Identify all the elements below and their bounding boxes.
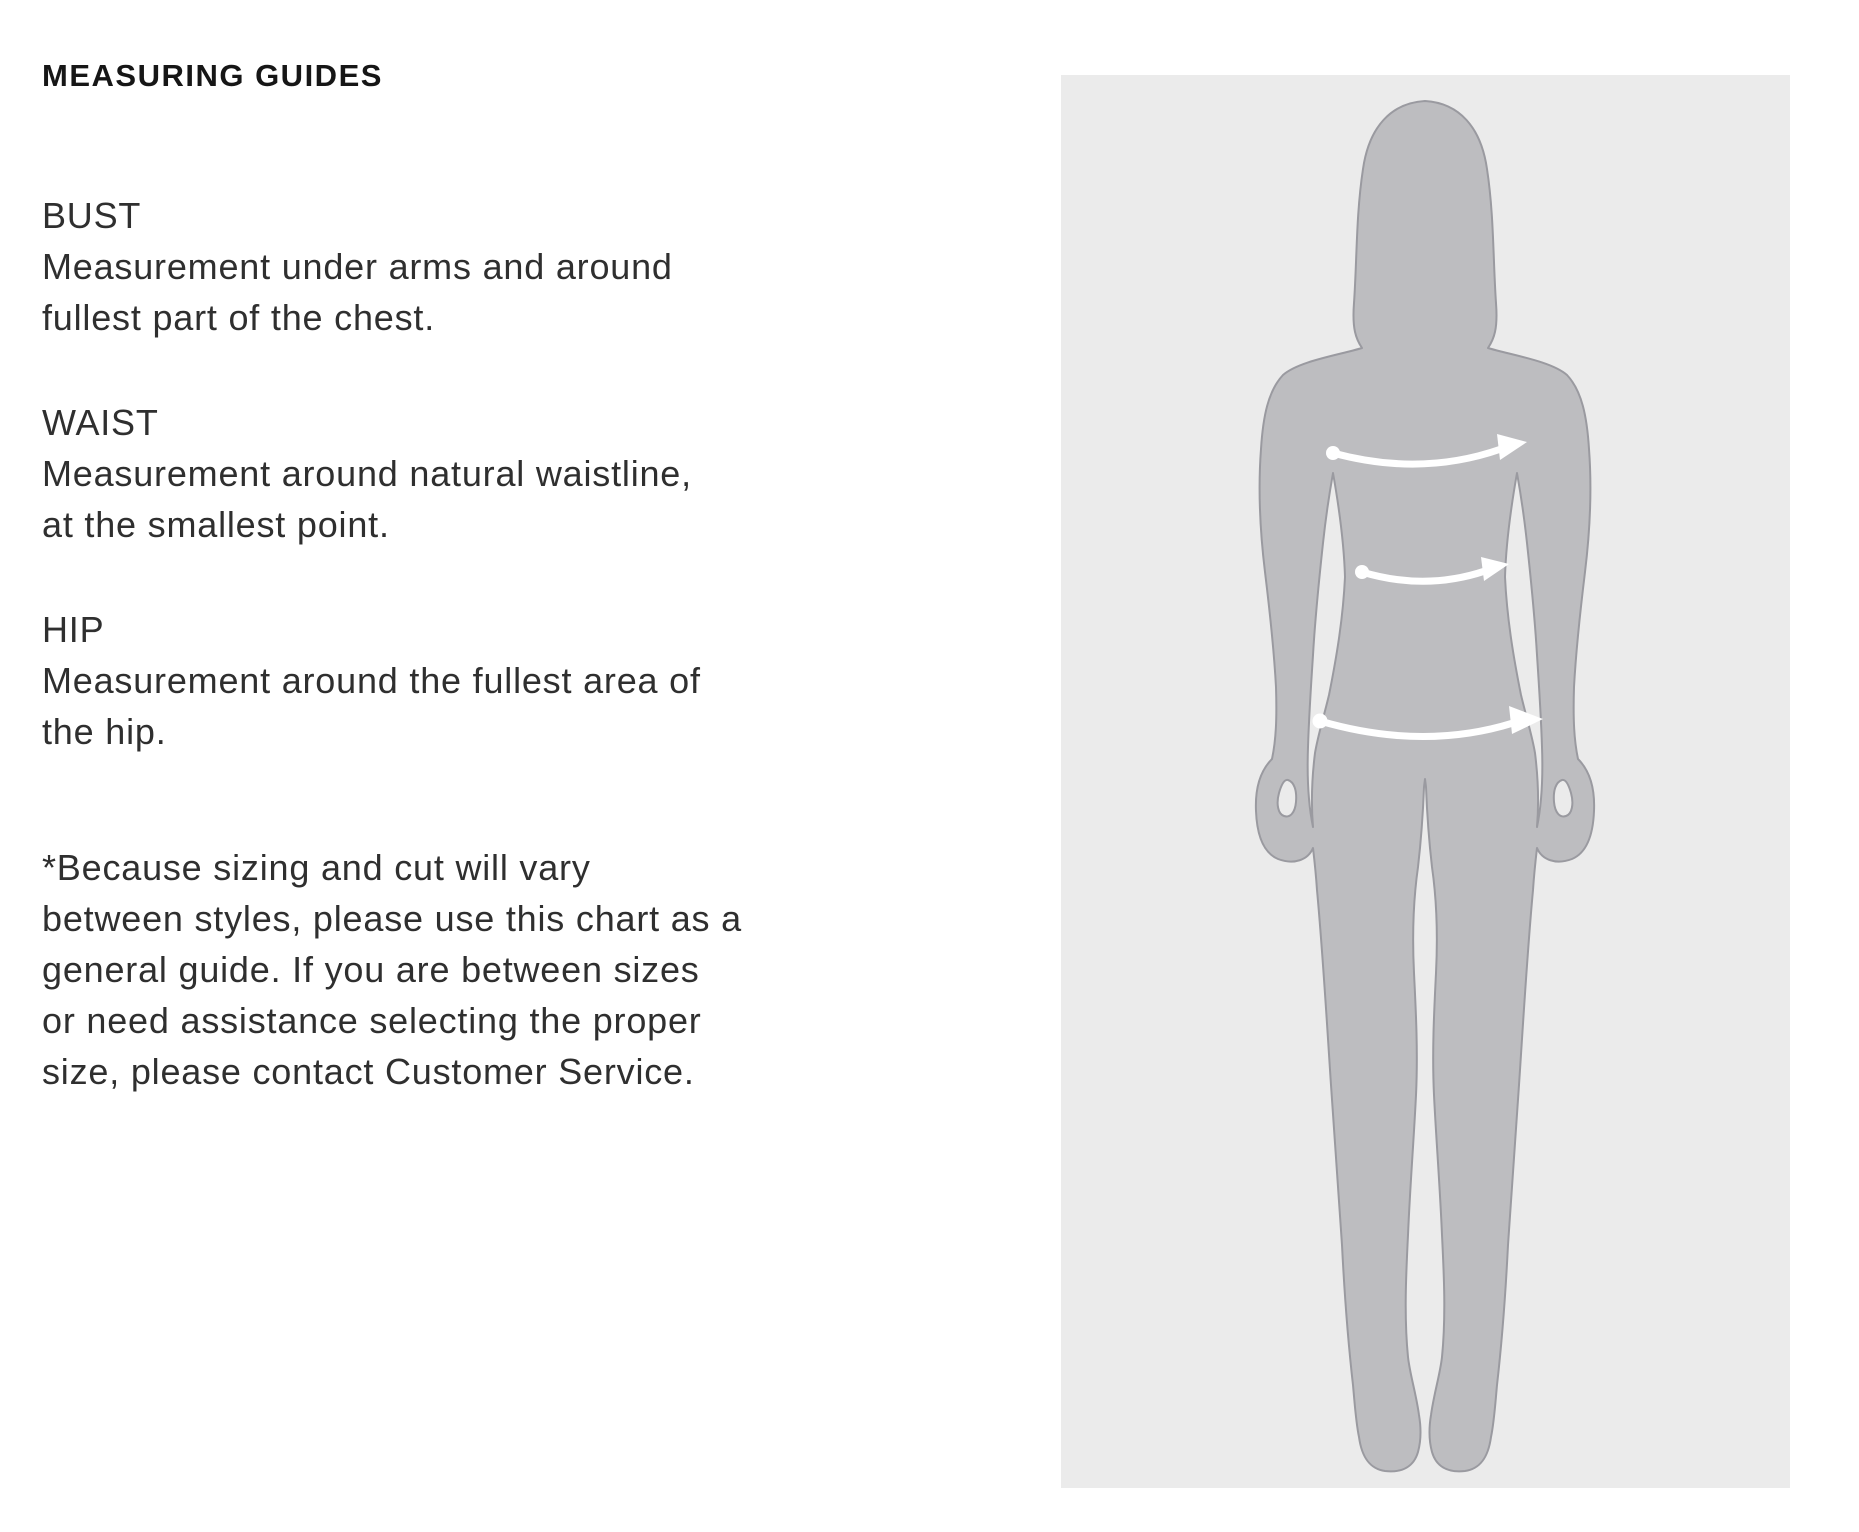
disclaimer-line: between styles, please use this chart as a bbox=[42, 898, 742, 939]
page-title: MEASURING GUIDES bbox=[42, 58, 383, 93]
section-description-line: Measurement around the fullest area of bbox=[42, 660, 701, 701]
section-description-line: at the smallest point. bbox=[42, 504, 390, 545]
silhouette-body bbox=[1256, 101, 1594, 1471]
disclaimer-line: *Because sizing and cut will vary bbox=[42, 847, 591, 888]
disclaimer-line: size, please contact Customer Service. bbox=[42, 1051, 695, 1092]
section-description-line: Measurement around natural waistline, bbox=[42, 453, 692, 494]
sizing-disclaimer bbox=[42, 842, 902, 1097]
bust-arrow-dot bbox=[1326, 446, 1340, 460]
section-label: WAIST bbox=[42, 402, 159, 443]
section-description-line: fullest part of the chest. bbox=[42, 297, 435, 338]
disclaimer-line: general guide. If you are between sizes bbox=[42, 949, 700, 990]
section-bust bbox=[42, 190, 902, 343]
section-hip bbox=[42, 604, 902, 757]
section-waist bbox=[42, 397, 902, 550]
size-guide-figure-panel bbox=[1061, 75, 1790, 1488]
section-description-line: the hip. bbox=[42, 711, 167, 752]
female-silhouette bbox=[1061, 75, 1790, 1488]
section-description-line: Measurement under arms and around bbox=[42, 246, 673, 287]
hip-arrow-dot bbox=[1313, 714, 1328, 729]
disclaimer-line: or need assistance selecting the proper bbox=[42, 1000, 702, 1041]
measuring-guides-text bbox=[42, 57, 902, 1097]
section-label: HIP bbox=[42, 609, 105, 650]
waist-arrow-dot bbox=[1355, 565, 1369, 579]
section-label: BUST bbox=[42, 195, 142, 236]
